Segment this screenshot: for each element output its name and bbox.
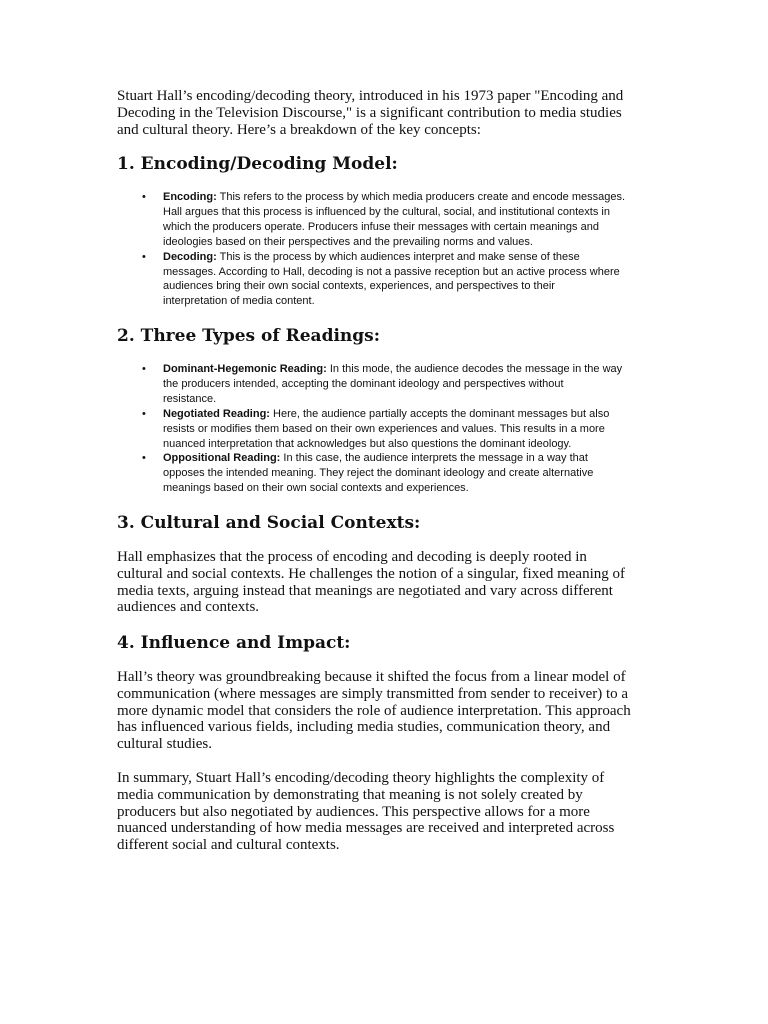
text-line: Hall emphasizes that the process of encoding and decoding is deeply rooted in	[117, 549, 587, 565]
bullet-icon: •	[142, 250, 146, 263]
bullet-icon: •	[142, 452, 146, 465]
list-item-decoding	[142, 250, 625, 310]
text-line: resists or modifies them based on their own experiences and values. This results in a more	[163, 422, 605, 435]
text-line: the producers intended, accepting the dominant ideology and perspectives without	[163, 377, 564, 390]
text-line: which the producers operate. Producers infuse their messages with certain meanings and	[163, 220, 599, 233]
item-label: Negotiated Reading:	[163, 407, 270, 420]
item-text: This refers to the process by which media producers create and encode messages.	[219, 191, 626, 203]
list-item-negotiated	[142, 407, 622, 452]
text-line: media texts, arguing instead that meanings are negotiated and vary across different	[117, 582, 613, 599]
bullet-icon: •	[142, 191, 146, 203]
list-item-dominant-hegemonic	[142, 362, 623, 407]
text-line: Stuart Hall’s encoding/decoding theory, introduced in his 1973 paper "Encoding and	[117, 88, 624, 104]
paragraph-influence	[117, 669, 631, 753]
list-item-encoding	[142, 190, 626, 250]
text-line: audiences and contexts.	[117, 599, 260, 616]
list-item-oppositional	[142, 451, 622, 496]
intro-paragraph	[117, 88, 623, 138]
text-line	[163, 407, 622, 422]
text-line: interpretation of media content.	[163, 295, 315, 308]
text-line: cultural studies.	[117, 736, 212, 753]
text-line: producers but also negotiated by audiences. This perspective allows for a more	[117, 803, 590, 820]
text-line: cultural and social contexts. He challenges the notion of a singular, fixed meaning of	[117, 565, 625, 582]
text-line: Hall’s theory was groundbreaking because it shifted the focus from a linear model of	[117, 669, 626, 685]
text-line	[163, 190, 625, 205]
text-line: has influenced various fields, including media studies, communication theory, and	[117, 719, 611, 736]
text-line: communication (where messages are simply transmitted from sender to receiver) to a	[117, 685, 629, 702]
text-line: and cultural theory. Here’s a breakdown of the key concepts:	[117, 121, 481, 138]
text-line: media communication by demonstrating that meaning is not solely created by	[117, 786, 583, 803]
section-heading-encoding-decoding-model: 1. Encoding/Decoding Model:	[117, 154, 398, 174]
item-label: Decoding:	[163, 250, 217, 263]
bullet-icon: •	[142, 363, 146, 375]
text-line	[163, 451, 622, 466]
item-text: This is the process by which audiences interpret and make sense of these	[219, 250, 580, 263]
item-text: In this mode, the audience decodes the message in the way	[329, 363, 623, 375]
item-text: In this case, the audience interprets the message in a way that	[283, 452, 588, 465]
text-line: In summary, Stuart Hall’s encoding/decoding theory highlights the complexity of	[117, 770, 605, 786]
text-line: meanings based on their own social contexts and experiences.	[163, 482, 469, 495]
text-line: Hall argues that this process is influenced by the cultural, social, and institutional contexts in	[163, 205, 610, 218]
item-label: Oppositional Reading:	[163, 452, 281, 465]
text-line: nuanced interpretation that acknowledges but also questions the dominant ideology.	[163, 437, 572, 450]
bullet-list-model	[142, 190, 626, 309]
item-label: Dominant-Hegemonic Reading:	[163, 363, 327, 375]
paragraph-summary	[117, 770, 614, 854]
item-text: Here, the audience partially accepts the dominant messages but also	[273, 407, 610, 420]
text-line: ideologies based on their perspectives and the prevailing norms and values.	[163, 235, 533, 248]
section-heading-influence-and-impact: 4. Influence and Impact:	[117, 633, 351, 653]
text-line: messages. According to Hall, decoding is not a passive reception but an active process where	[163, 265, 620, 278]
text-line: audiences bring their own social contexts, experiences, and perspectives to their	[163, 280, 555, 293]
item-label: Encoding:	[163, 191, 217, 203]
section-heading-cultural-and-social-contexts: 3. Cultural and Social Contexts:	[117, 513, 421, 533]
text-line: opposes the intended meaning. They reject the dominant ideology and create alternative	[163, 467, 594, 480]
text-line	[163, 362, 622, 377]
paragraph-contexts	[117, 549, 625, 616]
section-heading-three-types-of-readings: 2. Three Types of Readings:	[117, 326, 381, 346]
bullet-icon: •	[142, 407, 146, 420]
text-line	[163, 250, 625, 265]
text-line: Decoding in the Television Discourse," is a significant contribution to media studies	[117, 104, 622, 121]
text-line: more dynamic model that considers the role of audience interpretation. This approach	[117, 702, 631, 719]
bullet-list-readings	[142, 362, 623, 496]
text-line: different social and cultural contexts.	[117, 837, 340, 854]
text-line: nuanced understanding of how media messages are received and interpreted across	[117, 820, 615, 837]
text-line: resistance.	[163, 392, 217, 405]
